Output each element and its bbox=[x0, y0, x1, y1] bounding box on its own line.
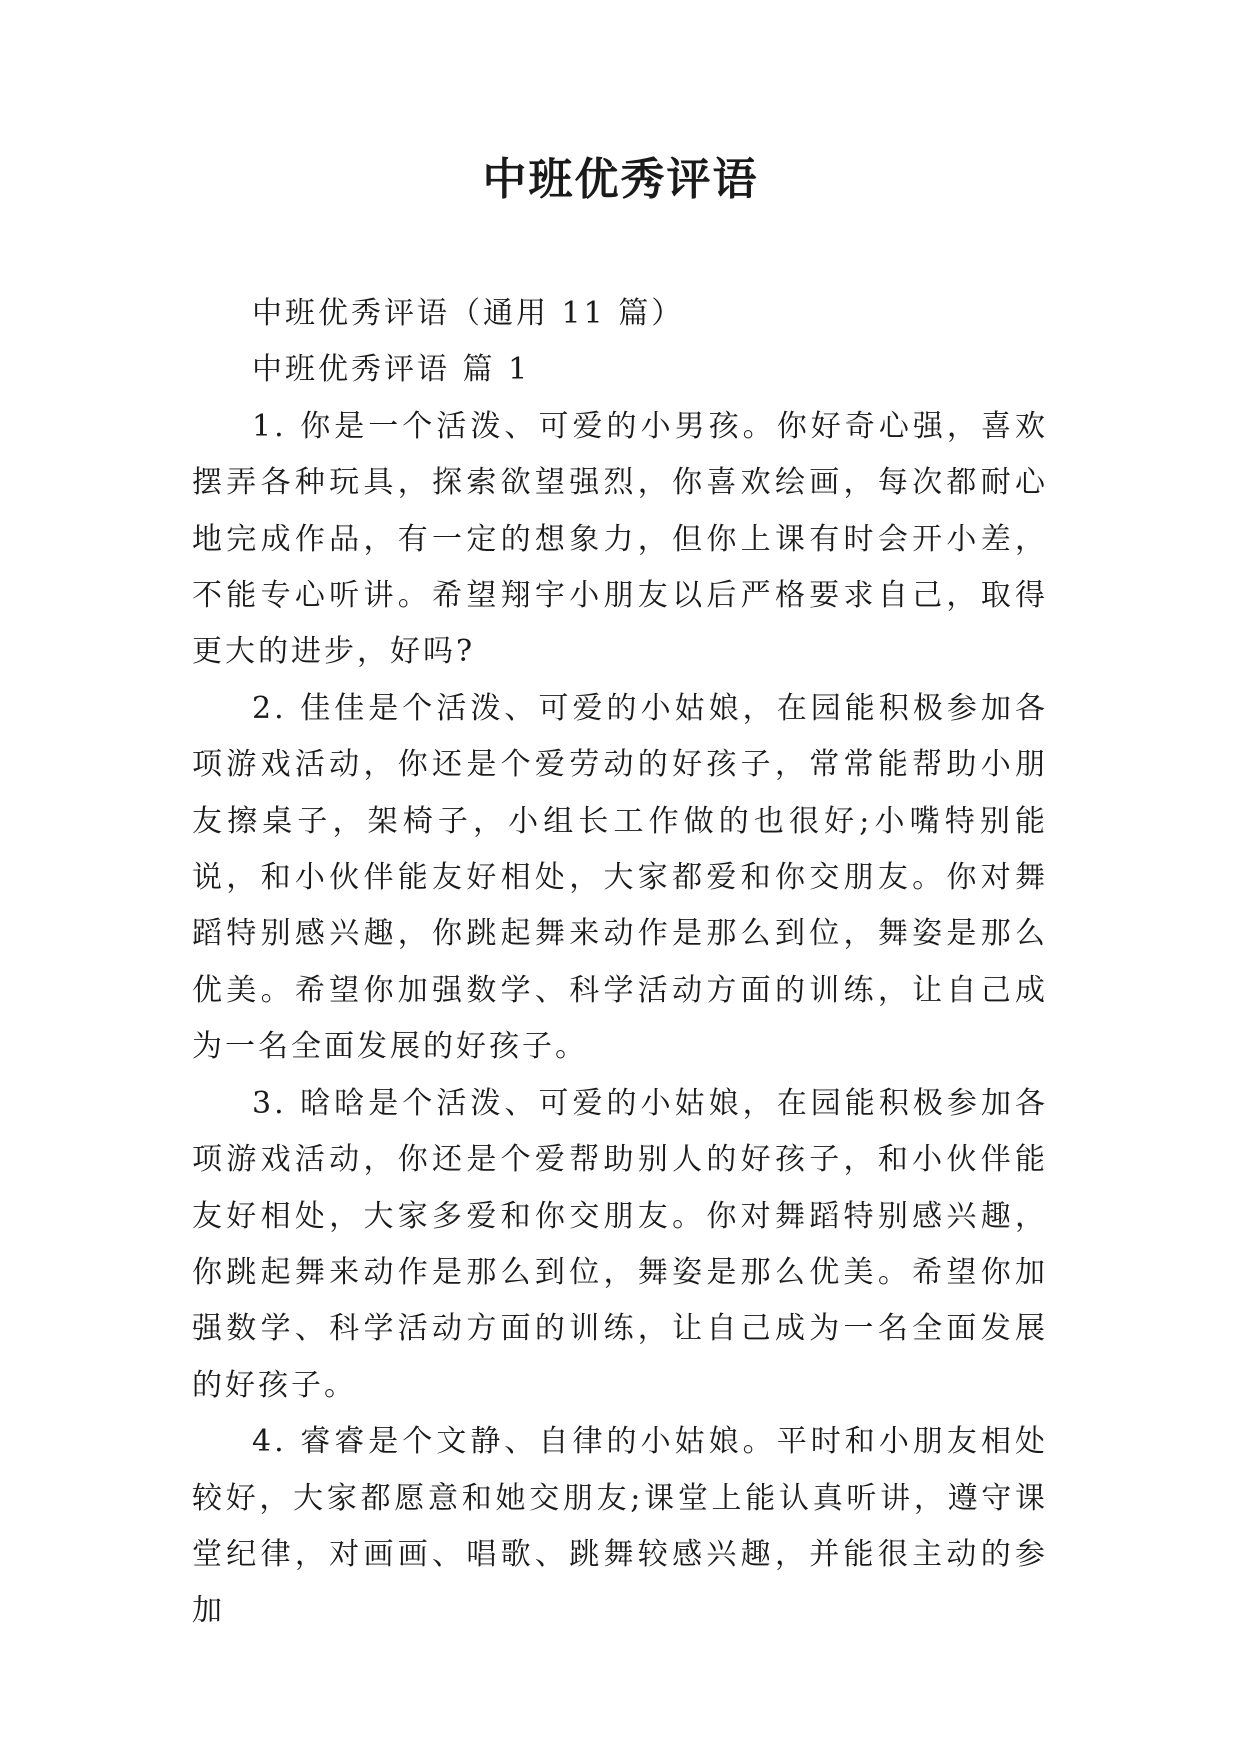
section-heading: 中班优秀评语 篇 1 bbox=[252, 352, 531, 388]
paragraph-2: 2. 佳佳是个活泼、可爱的小姑娘，在园能积极参加各项游戏活动，你还是个爱劳动的好孩子，常常能帮助小朋友擦桌子，架椅子，小组长工作做的也很好;小嘴特别能说，和小伙伴能友好相处，大家都爱和你交朋友。你对舞蹈特别感兴趣，你跳起舞来动作是那么到位，舞姿是那么优美。希望你加强数学、科学活动方面的训练，让自己成为一名全面发展的好孩子。 bbox=[192, 690, 1048, 1065]
paragraph-3: 3. 晗晗是个活泼、可爱的小姑娘，在园能积极参加各项游戏活动，你还是个爱帮助别人的好孩子，和小伙伴能友好相处，大家多爱和你交朋友。你对舞蹈特别感兴趣，你跳起舞来动作是那么到位，舞姿是那么优美。希望你加强数学、科学活动方面的训练，让自己成为一名全面发展的好孩子。 bbox=[192, 1085, 1048, 1403]
subtitle: 中班优秀评语（通用 11 篇） bbox=[252, 296, 685, 331]
paragraph-1: 1. 你是一个活泼、可爱的小男孩。你好奇心强，喜欢摆弄各种玩具，探索欲望强烈，你喜欢绘画，每次都耐心地完成作品，有一定的想象力，但你上课有时会开小差，不能专心听讲。希望翔宇小朋友以后严格要求自己，取得更大的进步，好吗? bbox=[192, 408, 1048, 670]
document-body bbox=[192, 286, 1048, 1640]
document-title: 中班优秀评语 bbox=[482, 154, 759, 205]
paragraph-4: 4. 睿睿是个文静、自律的小姑娘。平时和小朋友相处较好，大家都愿意和她交朋友;课堂上能认真听讲，遵守课堂纪律，对画画、唱歌、跳舞较感兴趣，并能很主动的参加 bbox=[192, 1424, 1048, 1629]
